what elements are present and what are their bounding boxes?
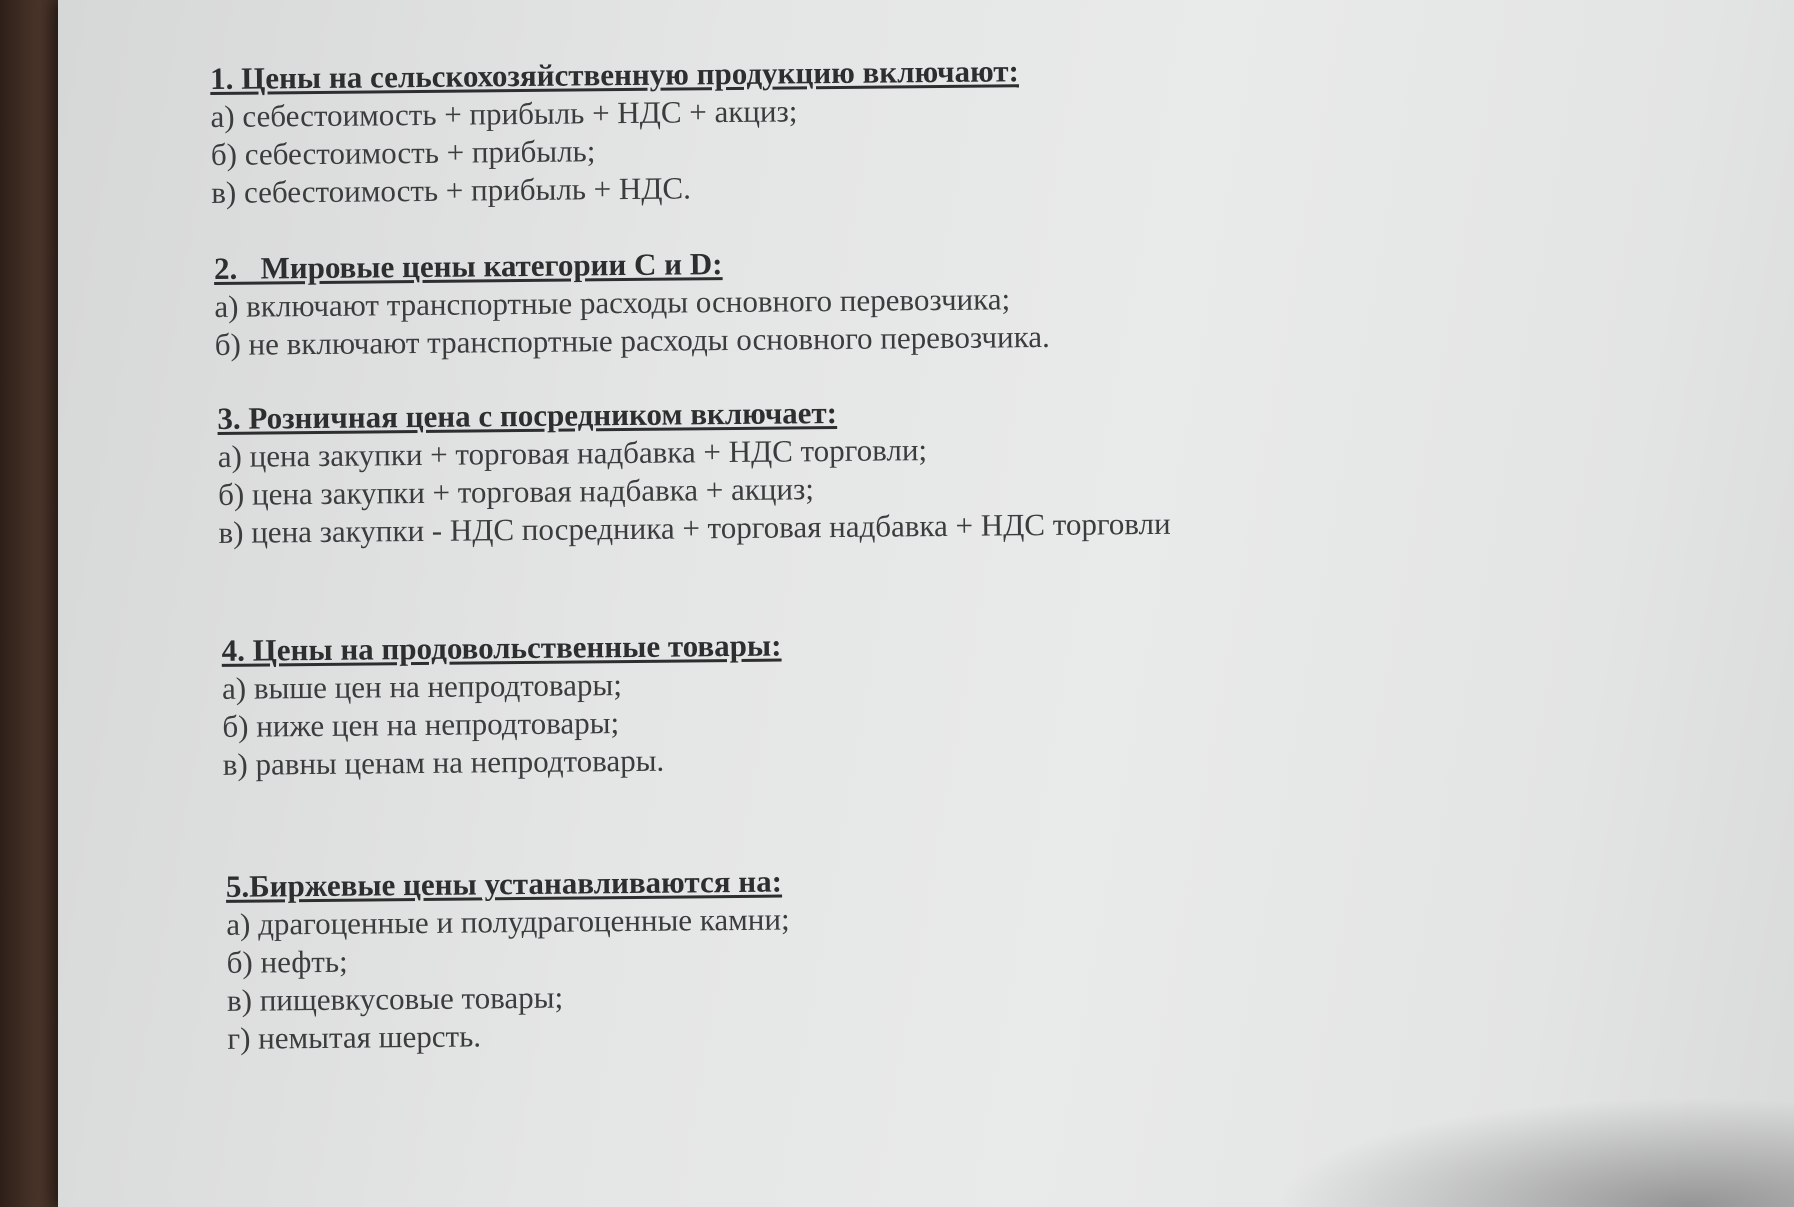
question-title: 2. Мировые цены категории C и D: [213, 246, 723, 286]
answer-option-c: в) цена закупки - НДС посредника + торговая надбавка + НДС торговли [218, 505, 1171, 550]
question-title: 3. Розничная цена с посредником включает: [217, 394, 838, 436]
question-2 [214, 242, 1050, 364]
answer-option-a: а) драгоценные и полудрагоценные камни; [226, 901, 790, 942]
answer-option-b: б) себестоимость + прибыль; [210, 133, 596, 172]
answer-option-a: а) выше цен на непродтовары; [221, 667, 623, 706]
answer-option-c: в) себестоимость + прибыль + НДС. [211, 170, 692, 210]
answer-option-c: в) равны ценам на непродтовары. [222, 742, 665, 782]
answer-option-b: б) нефть; [226, 943, 348, 980]
question-4 [221, 627, 782, 784]
question-title: 5.Биржевые цены устанавливаются на: [225, 863, 783, 904]
question-title: 1. Цены на сельскохозяйственную продукцию включают: [210, 53, 1020, 96]
question-3 [217, 391, 1171, 552]
shadow-area [1274, 1097, 1794, 1207]
question-1 [210, 52, 1020, 212]
answer-option-a: а) себестоимость + прибыль + НДС + акциз; [210, 93, 798, 134]
question-5 [226, 862, 791, 1057]
answer-option-b: б) цена закупки + торговая надбавка + акциз; [218, 471, 815, 512]
answer-option-b: б) ниже цен на непродтовары; [222, 705, 620, 744]
question-title: 4. Цены на продовольственные товары: [221, 627, 782, 668]
answer-option-a: а) включают транспортные расходы основного перевозчика; [214, 281, 1011, 324]
answer-option-a: а) цена закупки + торговая надбавка + НДС торговли; [217, 432, 928, 474]
answer-option-b: б) не включают транспортные расходы основного перевозчика. [214, 318, 1050, 362]
answer-option-c: в) пищевкусовые товары; [226, 979, 564, 1018]
answer-option-d: г) немытая шерсть. [227, 1018, 482, 1056]
